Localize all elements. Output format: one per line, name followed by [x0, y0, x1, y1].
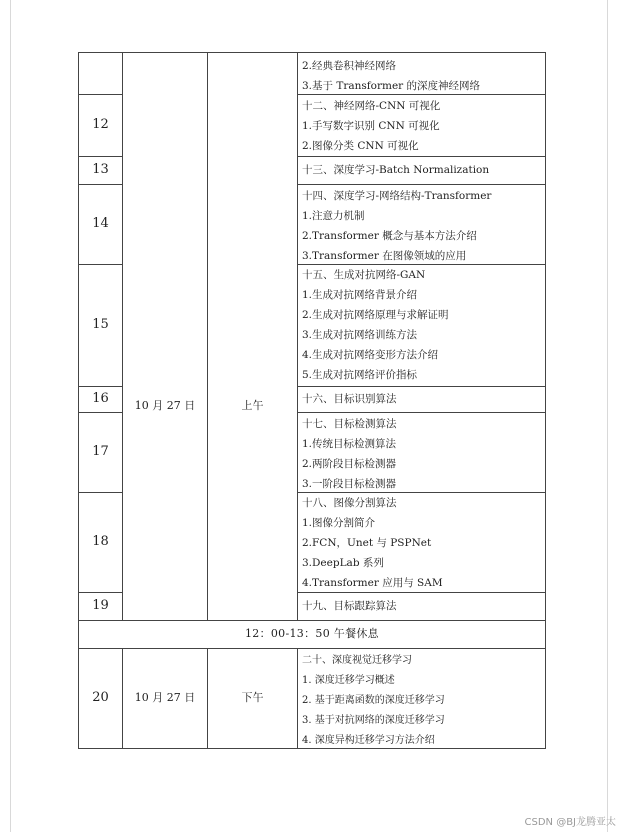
table-rule: [207, 648, 208, 748]
content-line: 5.生成对抗网络评价指标: [302, 369, 418, 381]
afternoon-date: 10 月 27 日: [134, 691, 196, 704]
table-rule: [298, 592, 546, 593]
row-content: [298, 493, 546, 593]
row-number: 14: [92, 216, 109, 231]
row-number: 19: [92, 598, 109, 613]
content-line: 十四、深度学习-网络结构-Transformer: [302, 190, 492, 202]
table-rule: [122, 52, 123, 620]
row-content: [298, 389, 546, 409]
content-line: 4. 深度异构迁移学习方法介绍: [302, 735, 435, 746]
content-line: 2.生成对抗网络原理与求解证明: [302, 309, 449, 321]
content-line: 1.传统目标检测算法: [302, 438, 397, 450]
table-rule: [207, 52, 208, 620]
content-line: 3.一阶段目标检测器: [302, 478, 397, 490]
table-border: [78, 52, 79, 749]
row-number: 16: [92, 391, 109, 406]
table-rule: [78, 386, 123, 387]
content-line: 3. 基于对抗网络的深度迁移学习: [302, 715, 445, 726]
row-number: 13: [92, 162, 109, 177]
content-line: 2.经典卷积神经网络: [302, 60, 397, 72]
content-line: 2.两阶段目标检测器: [302, 458, 397, 470]
content-line: 1. 深度迁移学习概述: [302, 675, 395, 686]
table-rule: [78, 412, 123, 413]
table-rule: [78, 184, 123, 185]
row-content: [298, 596, 546, 616]
content-line: 3.DeepLab 系列: [302, 557, 384, 569]
row-content: [298, 651, 546, 751]
morning-date: 10 月 27 日: [134, 399, 196, 412]
table-rule: [78, 648, 546, 649]
lunch-break-row: 12：00-13：50 午餐休息: [244, 627, 379, 640]
content-line: 1.生成对抗网络背景介绍: [302, 289, 418, 301]
table-rule: [298, 94, 546, 95]
table-rule: [298, 386, 546, 387]
afternoon-period: 下午: [241, 691, 264, 704]
content-line: 十九、目标跟踪算法: [302, 600, 397, 612]
morning-period: 上午: [241, 399, 264, 412]
table-rule: [298, 156, 546, 157]
content-line: 十六、目标识别算法: [302, 393, 397, 405]
table-rule: [78, 592, 123, 593]
content-line: 4.Transformer 应用与 SAM: [302, 577, 443, 589]
content-line: 1.注意力机制: [302, 210, 365, 222]
table-rule: [297, 52, 298, 620]
table-rule: [78, 156, 123, 157]
row-content: [298, 160, 546, 180]
watermark: CSDN @BJ龙腾亚太: [524, 817, 616, 828]
table-rule: [298, 412, 546, 413]
content-line: 二十、深度视觉迁移学习: [302, 655, 412, 666]
row-number: 15: [92, 317, 109, 332]
row-content: [298, 265, 546, 385]
content-line: 十七、目标检测算法: [302, 418, 397, 430]
table-border: [545, 52, 546, 749]
content-line: 十五、生成对抗网络-GAN: [302, 269, 426, 281]
content-line: 2. 基于距离函数的深度迁移学习: [302, 695, 445, 706]
table-rule: [298, 184, 546, 185]
content-line: 3.生成对抗网络训练方法: [302, 329, 418, 341]
content-line: 十二、神经网络-CNN 可视化: [302, 100, 441, 112]
content-line: 4.生成对抗网络变形方法介绍: [302, 349, 439, 361]
table-border: [78, 52, 546, 53]
content-line: 2.Transformer 概念与基本方法介绍: [302, 230, 477, 242]
content-line: 2.图像分类 CNN 可视化: [302, 140, 419, 152]
row-content: [298, 96, 546, 156]
table-rule: [297, 648, 298, 748]
content-line: 1.手写数字识别 CNN 可视化: [302, 120, 440, 132]
row-content: [298, 186, 546, 266]
content-line: 2.FCN，Unet 与 PSPNet: [302, 537, 432, 549]
content-line: 十八、图像分割算法: [302, 497, 397, 509]
table-rule: [298, 492, 546, 493]
content-line: 1.图像分割简介: [302, 517, 376, 529]
table-rule: [78, 94, 123, 95]
table-rule: [122, 648, 123, 748]
row-content: [298, 414, 546, 494]
row-number: [78, 52, 123, 94]
table-rule: [78, 492, 123, 493]
row-content: [298, 56, 546, 96]
table-rule: [78, 620, 546, 621]
row-number: 20: [92, 690, 109, 705]
content-line: 3.Transformer 在图像领域的应用: [302, 250, 467, 262]
row-number: 17: [92, 444, 109, 459]
row-number: 18: [92, 534, 109, 549]
content-line: 十三、深度学习-Batch Normalization: [302, 164, 490, 176]
table-rule: [78, 264, 123, 265]
table-rule: [298, 264, 546, 265]
row-number: 12: [92, 117, 109, 132]
content-line: 3.基于 Transformer 的深度神经网络: [302, 80, 481, 92]
table-border: [78, 748, 546, 749]
